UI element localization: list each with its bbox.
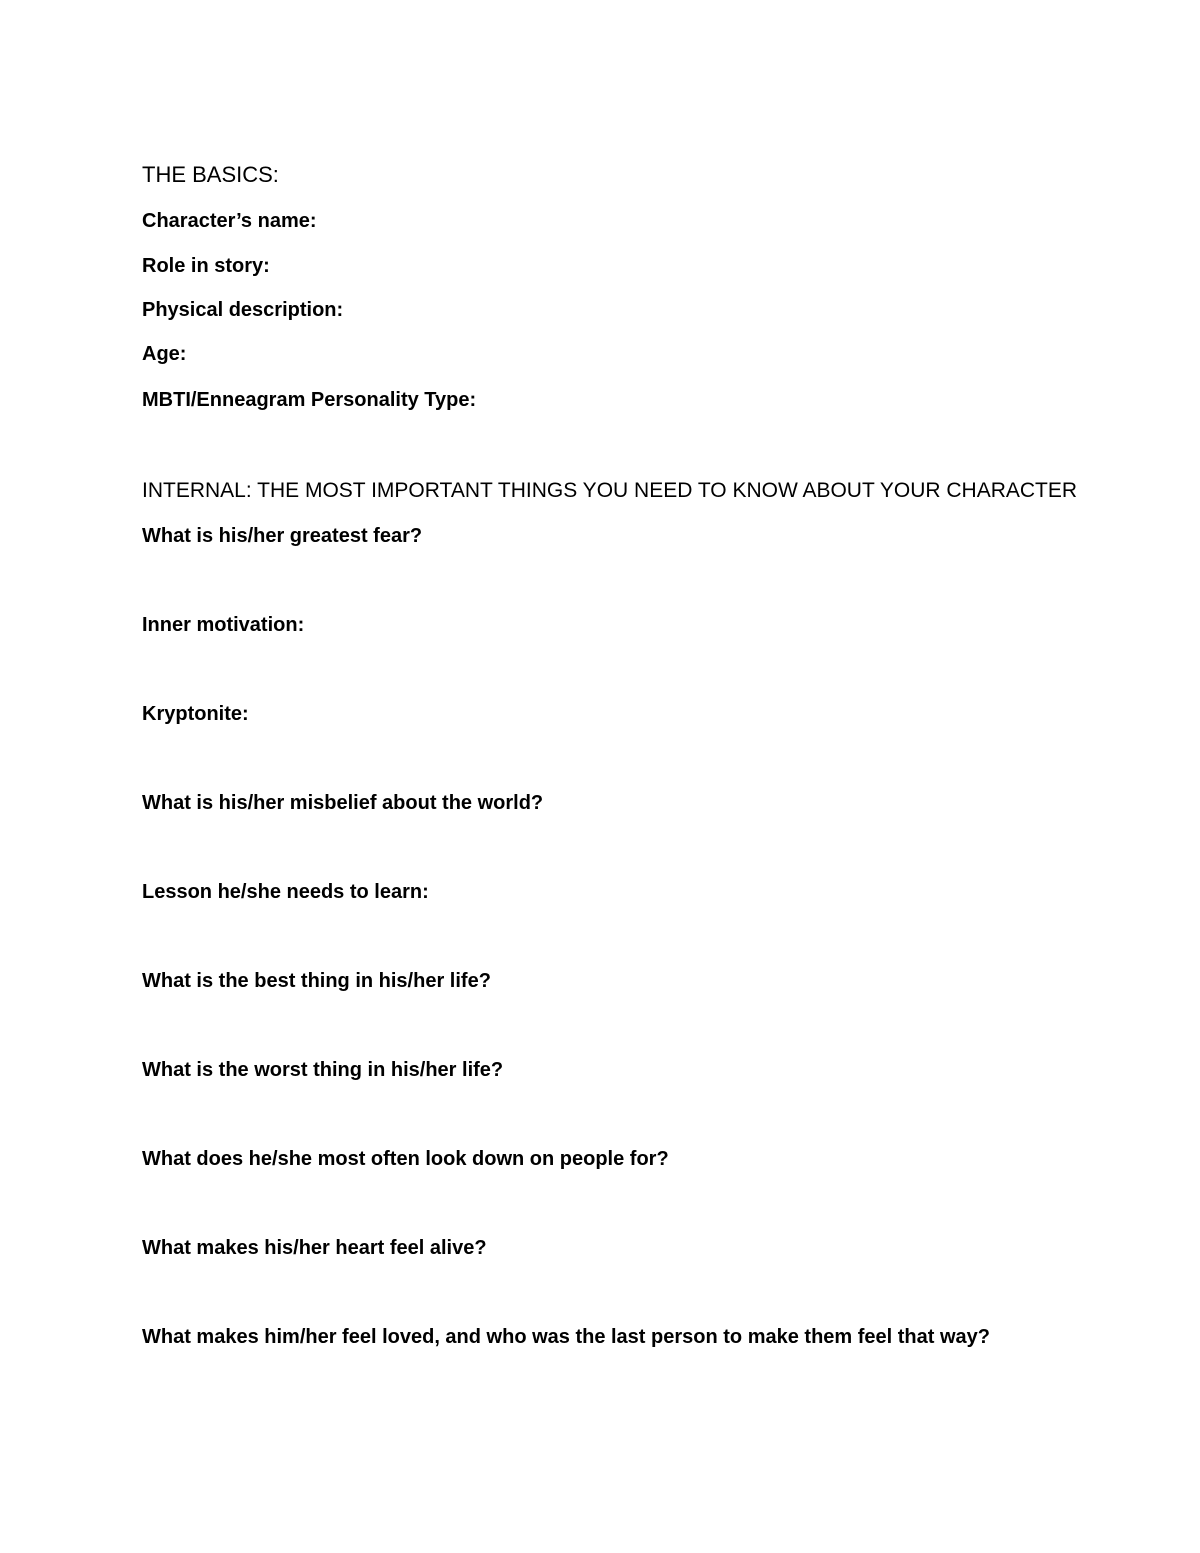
question-look-down: What does he/she most often look down on people for? <box>142 1148 669 1170</box>
field-character-name: Character’s name: <box>142 210 317 232</box>
question-greatest-fear: What is his/her greatest fear? <box>142 525 423 547</box>
field-physical-description: Physical description: <box>142 299 344 321</box>
question-worst-thing: What is the worst thing in his/her life? <box>142 1059 504 1081</box>
question-kryptonite: Kryptonite: <box>142 703 249 725</box>
question-best-thing: What is the best thing in his/her life? <box>142 970 491 992</box>
basics-heading: THE BASICS: <box>142 162 279 187</box>
field-role-in-story: Role in story: <box>142 255 270 277</box>
question-inner-motivation: Inner motivation: <box>142 614 305 636</box>
question-feel-loved: What makes him/her feel loved, and who was the last person to make them feel that way? <box>142 1326 990 1348</box>
question-heart-alive: What makes his/her heart feel alive? <box>142 1237 487 1259</box>
question-misbelief: What is his/her misbelief about the world? <box>142 792 544 814</box>
field-personality-type: MBTI/Enneagram Personality Type: <box>142 389 477 411</box>
field-age: Age: <box>142 343 187 365</box>
question-lesson: Lesson he/she needs to learn: <box>142 881 429 903</box>
internal-heading: INTERNAL: THE MOST IMPORTANT THINGS YOU NEED TO KNOW ABOUT YOUR CHARACTER <box>142 479 1078 502</box>
